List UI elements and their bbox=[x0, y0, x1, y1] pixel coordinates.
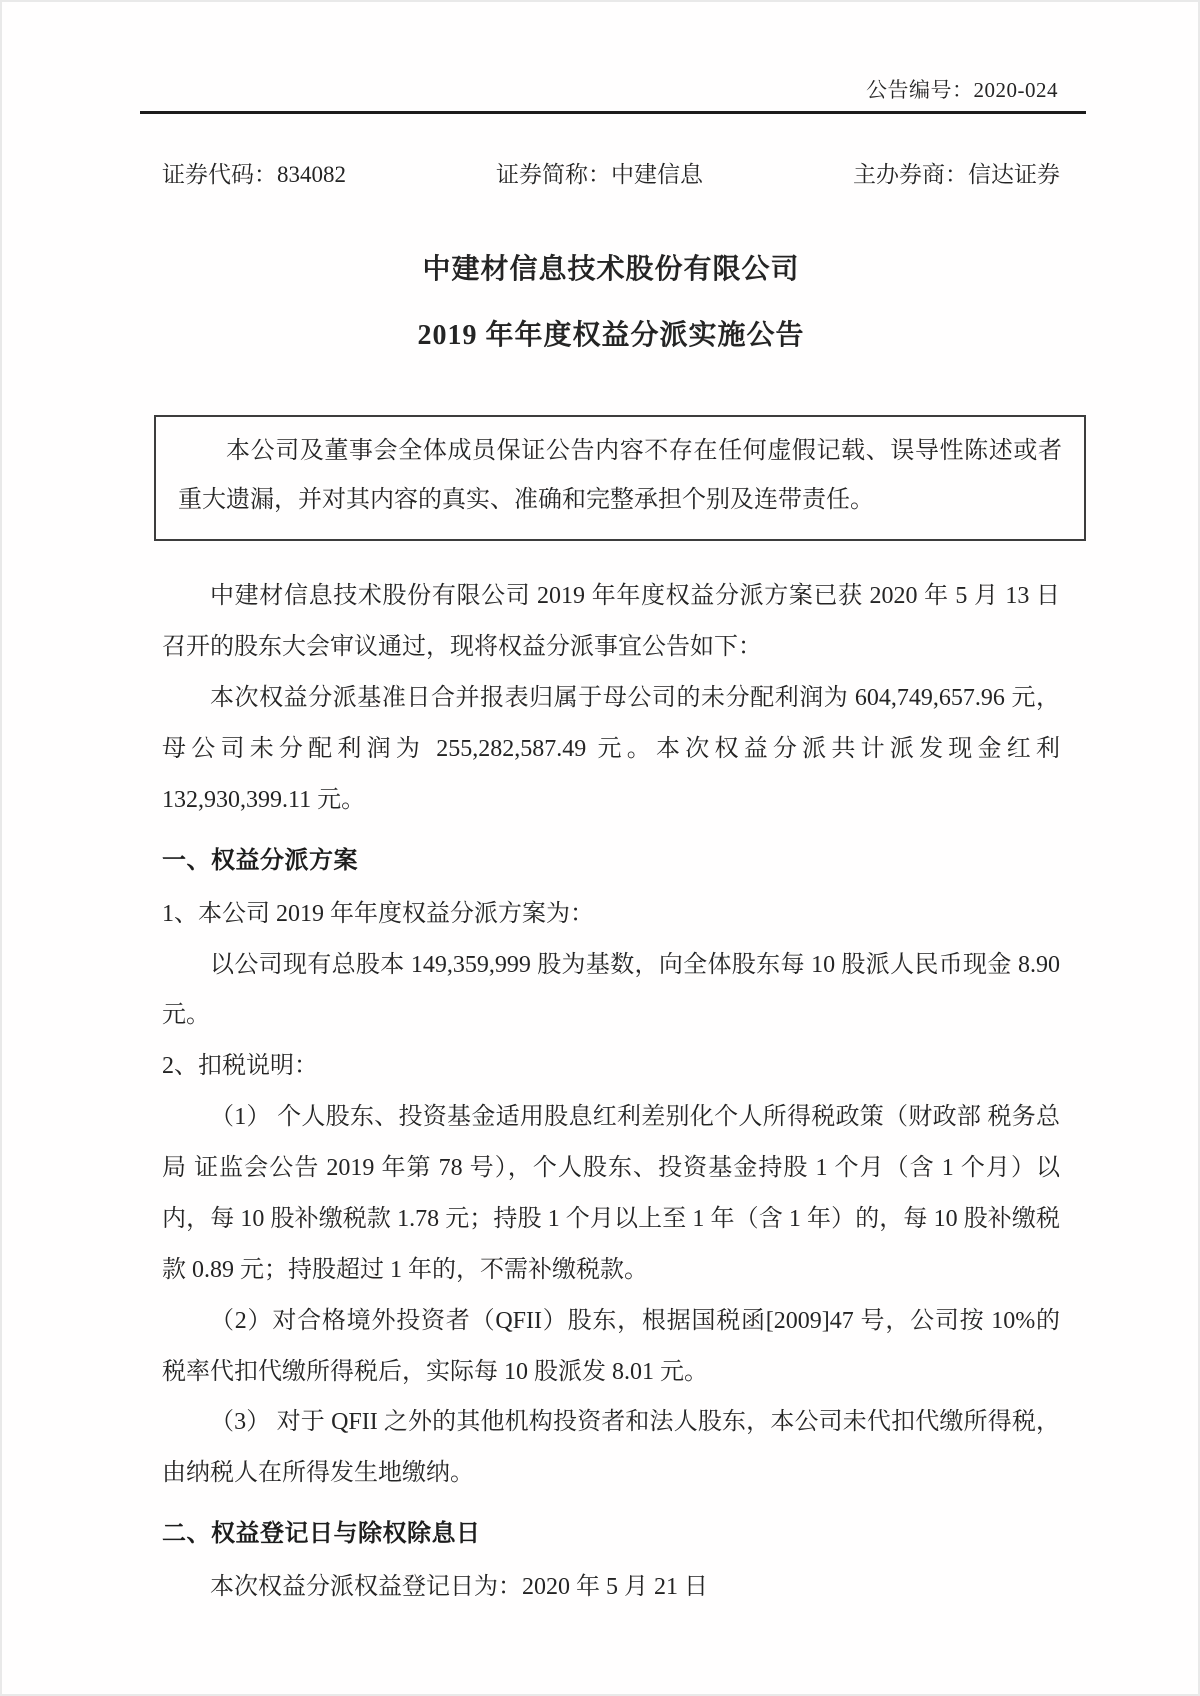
paragraph-share-base: 以公司现有总股本 149,359,999 股为基数，向全体股东每 10 股派人民币现金 8.90 元。 bbox=[162, 951, 1060, 1029]
sponsor-broker: 主办券商：信达证券 bbox=[853, 162, 1060, 187]
paragraph-record-date: 本次权益分派权益登记日为：2020 年 5 月 21 日 bbox=[210, 1574, 708, 1600]
section-heading-record-date: 二、权益登记日与除权除息日 bbox=[162, 1520, 481, 1548]
stock-abbreviation: 证券简称：中建信息 bbox=[496, 162, 703, 187]
item-2-tax-notes: 2、扣税说明： bbox=[162, 1053, 318, 1080]
securities-header-row bbox=[162, 156, 1060, 189]
announcement-number: 公告编号：2020-024 bbox=[866, 78, 1058, 102]
announcement-title: 2019 年年度权益分派实施公告 bbox=[417, 320, 805, 351]
tax-note-1-individual: （1） 个人股东、投资基金适用股息红利差别化个人所得税政策（财政部 税务总局 证监会公告 2019 年第 78 号），个人股东、投资基金持股 1 个月（含 1 个月）以内，每 10 股补缴税款 1.78 元；持股 1 个月以上至 1 年（含 1 年）的，每 10 股补缴税款 0.89 元；持股超过 1 年的，不需补缴税款。 bbox=[162, 1104, 1060, 1283]
tax-note-2-qfii: （2）对合格境外投资者（QFII）股东，根据国税函[2009]47 号，公司按 10%的税率代扣代缴所得税后，实际每 10 股派发 8.01 元。 bbox=[162, 1307, 1060, 1385]
tax-note-3-institutional: （3） 对于 QFII 之外的其他机构投资者和法人股东，本公司未代扣代缴所得税，由纳税人在所得发生地缴纳。 bbox=[162, 1409, 1060, 1487]
company-name-title: 中建材信息技术股份有限公司 bbox=[422, 254, 800, 285]
paragraph-approval: 中建材信息技术股份有限公司 2019 年年度权益分派方案已获 2020 年 5 月 13 日召开的股东大会审议通过，现将权益分派事宜公告如下： bbox=[162, 583, 1060, 661]
disclaimer-text: 本公司及董事会全体成员保证公告内容不存在任何虚假记载、误导性陈述或者重大遗漏，并对其内容的真实、准确和完整承担个别及连带责任。 bbox=[178, 438, 1062, 514]
paragraph-undistributed-profit: 本次权益分派基准日合并报表归属于母公司的未分配利润为 604,749,657.96 元，母公司未分配利润为 255,282,587.49 元。本次权益分派共计派发现金红利 132,930,399.11 元。 bbox=[162, 685, 1060, 813]
announcement-body bbox=[162, 571, 1060, 1613]
stock-code: 证券代码：834082 bbox=[162, 162, 346, 187]
header-divider-rule bbox=[140, 111, 1086, 114]
section-heading-distribution-plan: 一、权益分派方案 bbox=[162, 846, 358, 874]
item-1-plan-intro: 1、本公司 2019 年年度权益分派方案为： bbox=[162, 900, 594, 927]
disclaimer-box bbox=[154, 415, 1086, 541]
